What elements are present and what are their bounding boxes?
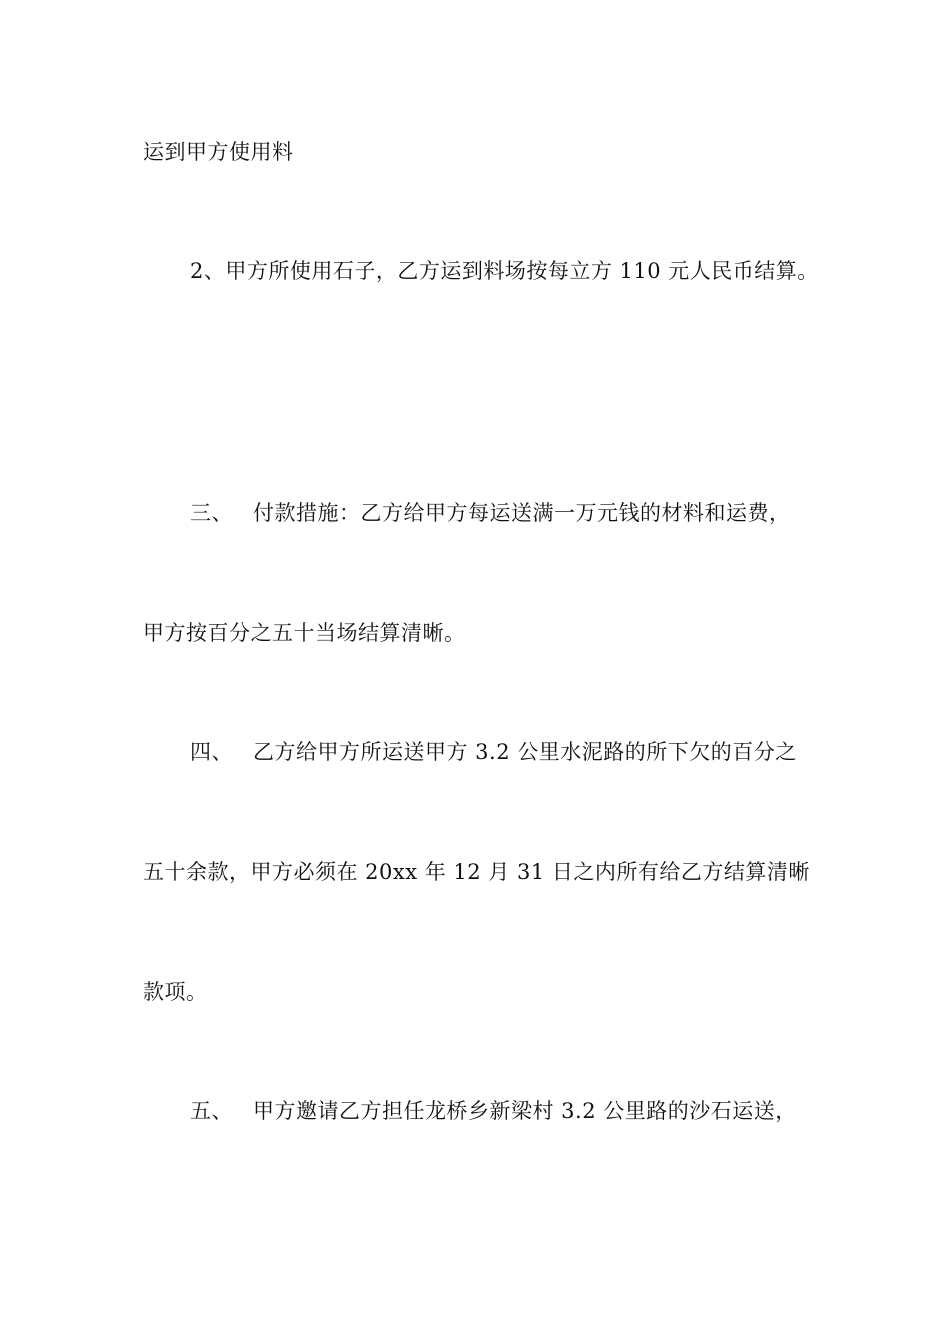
section-four-heading-line — [190, 738, 797, 766]
line-text: 2、甲方所使用石子，乙方运到料场按每立方 110 元人民币结算。 — [190, 259, 819, 283]
section-three-heading-line — [190, 499, 791, 527]
line-text: 运到甲方使用料 — [143, 140, 294, 164]
section-number: 三、 — [190, 501, 233, 525]
line-text: 甲方邀请乙方担任龙桥乡新梁村 3.2 公里路的沙石运送， — [253, 1099, 797, 1123]
line-text: 甲方按百分之五十当场结算清晰。 — [143, 621, 466, 645]
paragraph-line — [190, 257, 819, 285]
paragraph-line — [143, 138, 294, 166]
line-text: 款项。 — [143, 980, 208, 1004]
section-five-heading-line — [190, 1097, 797, 1125]
section-number: 四、 — [190, 740, 233, 764]
line-text: 乙方给甲方所运送甲方 3.2 公里水泥路的所下欠的百分之 — [253, 740, 797, 764]
paragraph-line — [143, 978, 208, 1006]
paragraph-line — [143, 858, 810, 886]
section-number: 五、 — [190, 1099, 233, 1123]
line-text: 五十余款，甲方必须在 20xx 年 12 月 31 日之内所有给乙方结算清晰 — [143, 860, 810, 884]
line-text: 付款措施：乙方给甲方每运送满一万元钱的材料和运费， — [253, 501, 791, 525]
paragraph-line — [143, 619, 466, 647]
